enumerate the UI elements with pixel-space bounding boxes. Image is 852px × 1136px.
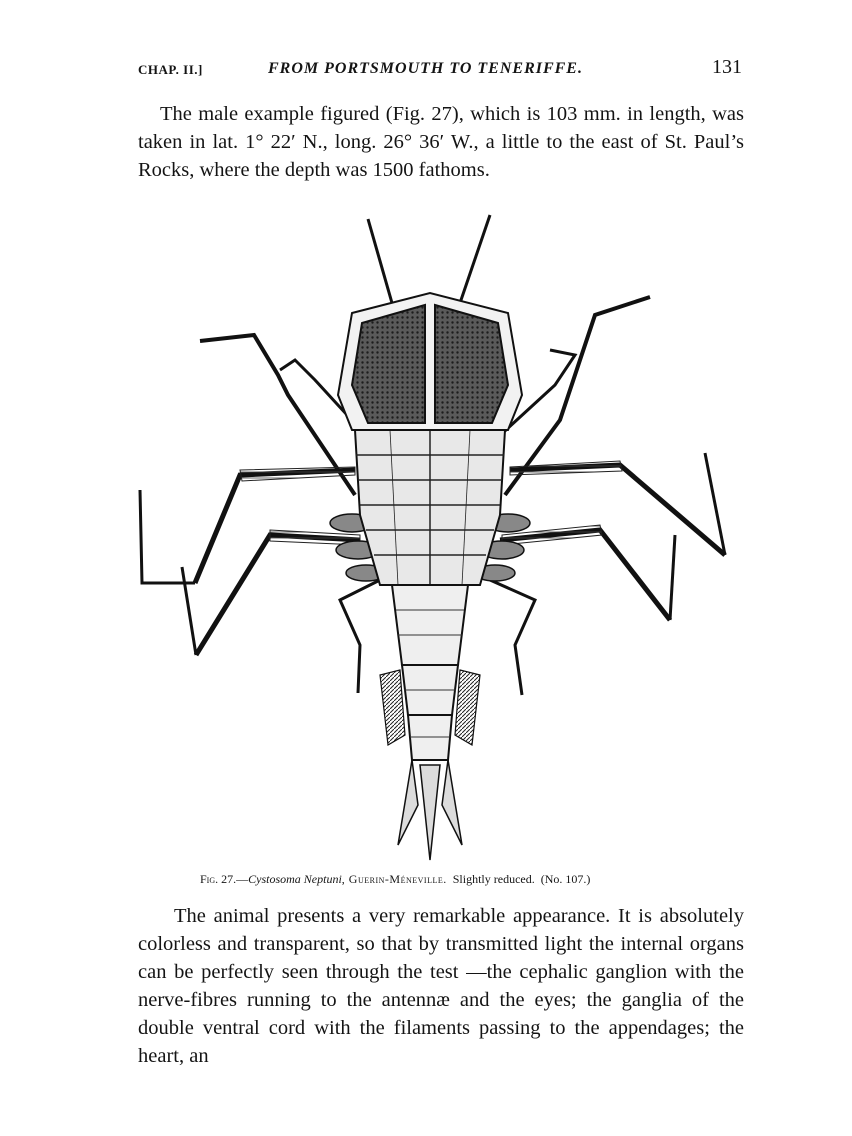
amphipod-drawing: [130, 205, 730, 865]
caption-number: (No. 107.): [540, 872, 591, 886]
paragraph-description: The animal presents a very remarkable appearance. It is absolutely colorless and transparent, so that by transmitted light the internal organs can be perfectly seen through the test —the cephalic ganglion with the nerve-fibres running to the antennæ and the eyes; the ganglia of the double ventral cord with the filaments passing to the appendages; the heart, an: [138, 905, 744, 1067]
running-title: FROM PORTSMOUTH TO TENERIFFE.: [268, 60, 583, 77]
page-number: 131: [712, 56, 742, 78]
crustacean-illustration: [130, 205, 730, 865]
chapter-label: CHAP. II.]: [138, 62, 203, 77]
running-head: [138, 56, 744, 82]
caption-label: Fig. 27.—: [200, 872, 249, 886]
caption-note: Slightly reduced.: [452, 872, 535, 886]
caption-species: Cystosoma Neptuni: [248, 872, 342, 886]
paragraph-specimen: The male example figured (Fig. 27), which is 103 mm. in length, was taken in lat. 1° 22′ N., long. 26° 36′ W., a little to the east of St. Paul’s Rocks, where the depth was 1500 fathoms.: [138, 103, 744, 181]
caption-author: , Guerin-Méneville.: [341, 872, 447, 886]
figure-caption: [200, 872, 720, 887]
